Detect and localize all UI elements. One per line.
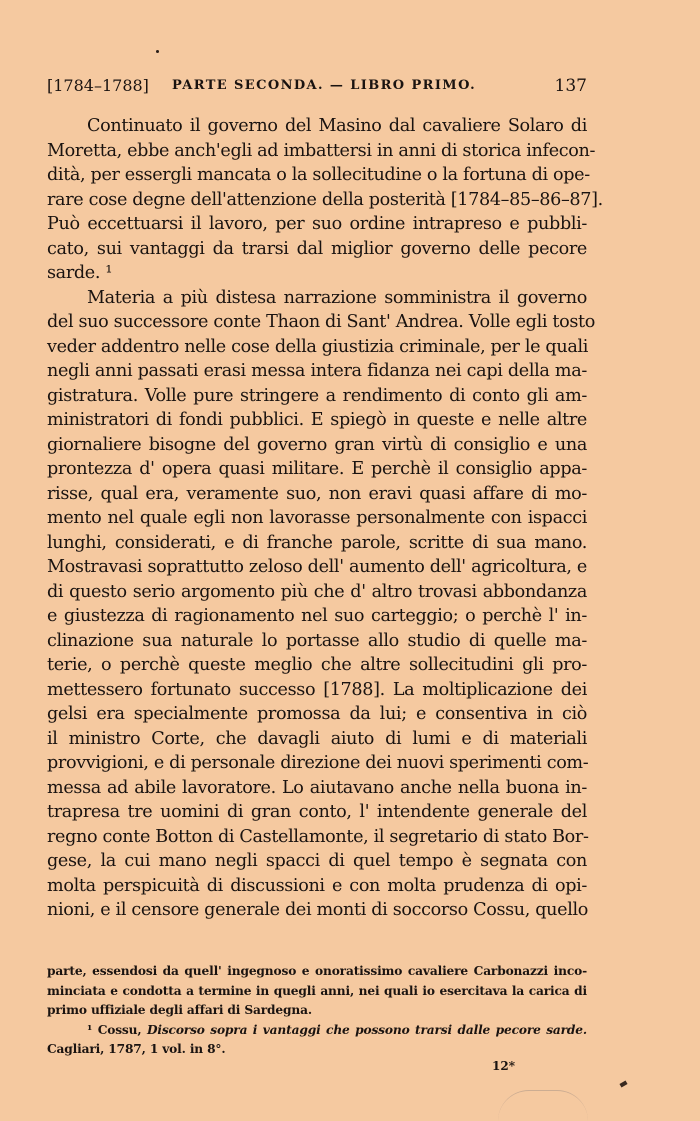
- body-line: negli anni passati erasi messa intera fidanza nei capi della ma-: [47, 361, 587, 381]
- body-line: terie, o perchè queste meglio che altre sollecitudini gli pro-: [47, 655, 587, 675]
- body-line: gistratura. Volle pure stringere a rendimento di conto gli am-: [47, 385, 587, 406]
- page-number: 137: [554, 76, 587, 96]
- footnote-work-title: Discorso sopra i vantaggi che possono trarsi dalle pecore sarde.: [146, 1022, 588, 1037]
- body-line: lunghi, considerati, e di franche parole, scritte di sua mano.: [47, 532, 587, 553]
- body-line: clinazione sua naturale lo portasse allo studio di quelle ma-: [47, 630, 587, 651]
- body-line: prontezza d' opera quasi militare. E perchè il consiglio appa-: [47, 459, 587, 479]
- body-line: e giustezza di ragionamento nel suo carteggio; o perchè l' in-: [47, 606, 587, 626]
- watermark-trace: [498, 1090, 588, 1121]
- footnote-line: parte, essendosi da quell' ingegnoso e onoratissimo cavaliere Carbonazzi inco-: [47, 964, 587, 978]
- body-line: provvigioni, e di personale direzione dei nuovi sperimenti com-: [47, 753, 589, 773]
- signature-mark: 12*: [492, 1059, 515, 1073]
- footnote-author: Cossu,: [97, 1022, 142, 1037]
- body-line: molta perspicuità di discussioni e con molta prudenza di opi-: [47, 875, 587, 896]
- footnote-marker: ¹: [87, 1022, 93, 1037]
- ink-speck: [619, 1081, 627, 1088]
- footnote-imprint: Cagliari, 1787, 1 vol. in 8°.: [47, 1042, 226, 1056]
- body-line: rare cose degne dell'attenzione della posterità [1784–85–86–87].: [47, 189, 603, 210]
- body-line: nioni, e il censore generale dei monti di soccorso Cossu, quello: [47, 900, 589, 920]
- footnotes: [47, 962, 587, 1060]
- body-line: cato, sui vantaggi da trarsi dal miglior governo delle pecore: [47, 238, 587, 259]
- body-line: Materia a più distesa narrazione somministra il governo: [87, 287, 587, 308]
- header-title: PARTE SECONDA. — LIBRO PRIMO.: [172, 78, 476, 93]
- body-line: Continuato il governo del Masino dal cavaliere Solaro di: [87, 116, 587, 136]
- ink-speck: [156, 50, 159, 53]
- body-text: [47, 114, 603, 923]
- body-line: giornaliere bisogne del governo gran virtù di consiglio e una: [47, 434, 587, 455]
- body-line: di questo serio argomento più che d' altro trovasi abbondanza: [47, 581, 587, 602]
- body-line: Mostravasi soprattutto zeloso dell' aumento dell' agricoltura, e: [47, 557, 587, 577]
- body-line: gese, la cui mano negli spacci di quel tempo è segnata con: [47, 851, 587, 871]
- body-line: Moretta, ebbe anch'egli ad imbattersi in anni di storica infecon-: [47, 140, 596, 161]
- body-line: gelsi era specialmente promossa da lui; e consentiva in ciò: [47, 704, 587, 724]
- body-line: Può eccettuarsi il lavoro, per suo ordine intrapreso e pubbli-: [47, 214, 587, 234]
- body-line: sarde. ¹: [47, 263, 113, 283]
- body-line: regno conte Botton di Castellamonte, il segretario di stato Bor-: [47, 826, 589, 847]
- footnote-line: primo uffiziale degli affari di Sardegna.: [47, 1003, 312, 1017]
- footnote-line: minciata e condotta a termine in quegli anni, nei quali io esercitava la carica di: [47, 983, 587, 998]
- body-line: dità, per essergli mancata o la sollecitudine o la fortuna di ope-: [47, 165, 590, 185]
- body-line: trapresa tre uomini di gran conto, l' intendente generale del: [47, 802, 587, 822]
- body-line: mento nel quale egli non lavorasse personalmente con ispacci: [47, 508, 587, 528]
- body-line: del suo successore conte Thaon di Sant' Andrea. Volle egli tosto: [47, 312, 595, 332]
- footnote-1: [47, 1021, 587, 1041]
- running-header: [47, 76, 587, 98]
- header-years: [1784–1788]: [47, 76, 149, 95]
- body-line: risse, qual era, veramente suo, non eravi quasi affare di mo-: [47, 483, 587, 504]
- body-line: veder addentro nelle cose della giustizia criminale, per le quali: [47, 336, 589, 357]
- body-line: mettessero fortunato successo [1788]. La moltiplicazione dei: [47, 679, 587, 700]
- body-line: il ministro Corte, che davagli aiuto di lumi e di materiali: [47, 728, 587, 749]
- body-line: ministratori di fondi pubblici. E spiegò in queste e nelle altre: [47, 410, 587, 430]
- body-line: messa ad abile lavoratore. Lo aiutavano anche nella buona in-: [47, 777, 587, 798]
